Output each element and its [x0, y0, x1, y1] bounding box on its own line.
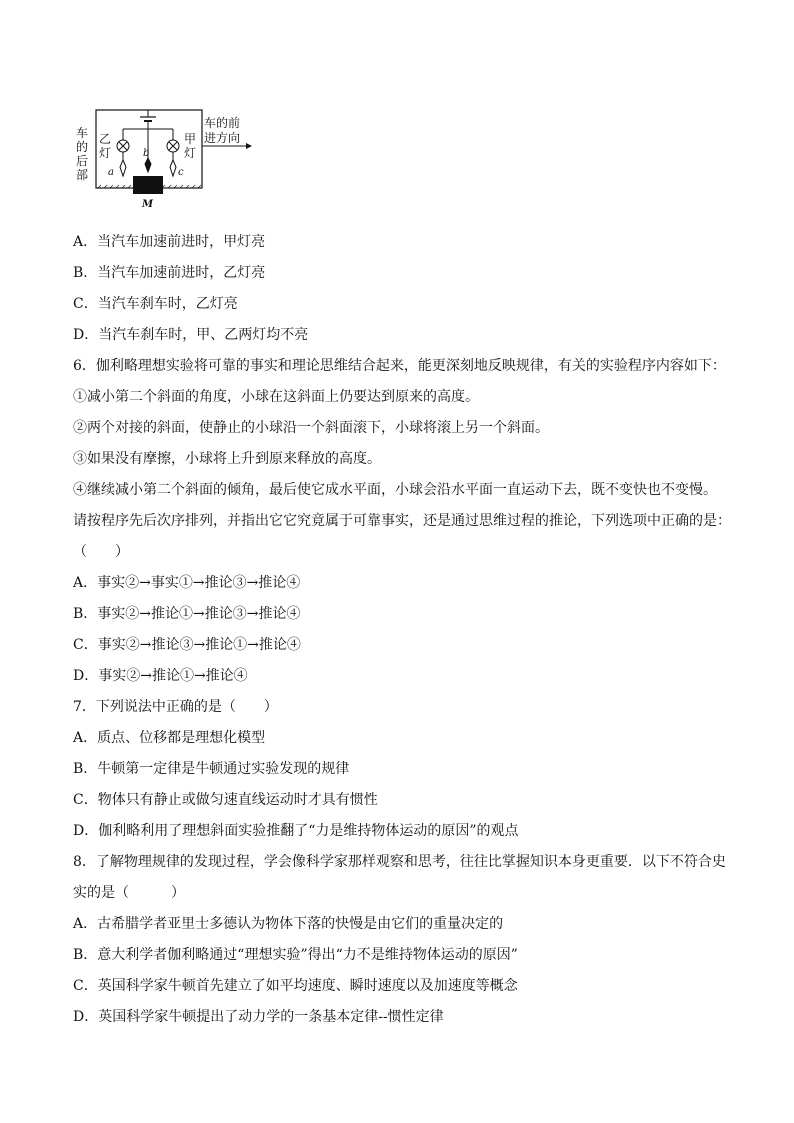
q7-option-a: A．质点、位移都是理想化模型	[73, 730, 266, 746]
q7-option-d: D．伽利略利用了理想斜面实验推翻了“力是维持物体运动的原因”的观点	[73, 823, 519, 839]
point-b-label: b	[143, 148, 150, 159]
q6-step-2: ②两个对接的斜面，使静止的小球沿一个斜面滚下，小球将滚上另一个斜面。	[73, 420, 549, 436]
q6-option-c: C．事实②→推论③→推论①→推论④	[73, 637, 301, 653]
lamp-yi-icon	[117, 140, 129, 152]
q7-option-b: B．牛顿第一定律是牛顿通过实验发现的规律	[73, 761, 350, 777]
lamp-yi-label-1: 乙	[99, 132, 112, 146]
q7-option-c: C．物体只有静止或做匀速直线运动时才具有惯性	[73, 792, 378, 808]
q6-step-4: ④继续减小第二个斜面的倾角，最后使它成水平面，小球会沿水平面一直运动下去，既不变快也不变慢。	[73, 482, 717, 498]
contact-b	[145, 158, 151, 172]
q6-stem: 6．伽利略理想实验将可靠的事实和理论思维结合起来，能更深刻地反映规律，有关的实验程序内容如下：	[73, 358, 726, 374]
q6-step-3: ③如果没有摩擦，小球将上升到原来释放的高度。	[73, 451, 381, 467]
q8-option-a: A．古希腊学者亚里士多德认为物体下落的快慢是由它们的重量决定的	[73, 916, 504, 932]
q8-option-c: C．英国科学家牛顿首先建立了如平均速度、瞬时速度以及加速度等概念	[73, 978, 518, 994]
point-a-label: a	[108, 167, 114, 178]
q8-stem-line-2: 实的是（ ）	[73, 885, 185, 901]
point-c-label: c	[178, 167, 184, 178]
lamp-yi-label-2: 灯	[99, 146, 112, 160]
q6-blank: （ ）	[73, 544, 129, 560]
mass-block	[133, 176, 163, 194]
q8-option-d: D．英国科学家牛顿提出了动力学的一条基本定律--惯性定律	[73, 1009, 444, 1025]
front-label-1: 车的前	[204, 116, 241, 130]
q8-stem-line-1: 8．了解物理规律的发现过程，学会像科学家那样观察和思考，往往比掌握知识本身更重要．以下不符合史	[73, 854, 726, 870]
lamp-jia-label-1: 甲	[184, 132, 197, 146]
car-lamp-circuit-diagram	[70, 100, 260, 215]
q5-option-a: A．当汽车加速前进时，甲灯亮	[73, 234, 266, 250]
rear-label-3: 后	[76, 154, 89, 168]
q6-prompt: 请按程序先后次序排列，并指出它它究竟属于可靠事实，还是通过思维过程的推论，下列选项中正确的是：	[73, 513, 731, 529]
q8-option-b: B．意大利学者伽利略通过“理想实验”得出“力不是维持物体运动的原因”	[73, 947, 518, 963]
q6-option-a: A．事实②→事实①→推论③→推论④	[73, 575, 301, 591]
question-content	[73, 227, 733, 1033]
rear-label-1: 车	[76, 126, 89, 140]
q7-stem: 7．下列说法中正确的是（ ）	[73, 699, 278, 715]
direction-arrow-icon	[246, 143, 252, 149]
front-label-2: 进方向	[204, 131, 241, 145]
circuit-figure	[70, 100, 260, 215]
contact-a	[120, 160, 126, 176]
q5-option-c: C．当汽车刹车时，乙灯亮	[73, 296, 238, 312]
rear-label-4: 部	[76, 168, 89, 182]
q6-step-1: ①减小第二个斜面的角度，小球在这斜面上仍要达到原来的高度。	[73, 389, 479, 405]
rear-label-2: 的	[76, 140, 89, 154]
q5-option-b: B．当汽车加速前进时，乙灯亮	[73, 265, 266, 281]
contact-c	[170, 160, 176, 176]
q6-option-d: D．事实②→推论①→推论④	[73, 668, 248, 684]
mass-label: M	[142, 199, 154, 210]
lamp-jia-icon	[167, 140, 179, 152]
q6-option-b: B．事实②→推论①→推论③→推论④	[73, 606, 301, 622]
lamp-jia-label-2: 灯	[184, 146, 197, 160]
q5-option-d: D．当汽车刹车时，甲、乙两灯均不亮	[73, 327, 309, 343]
